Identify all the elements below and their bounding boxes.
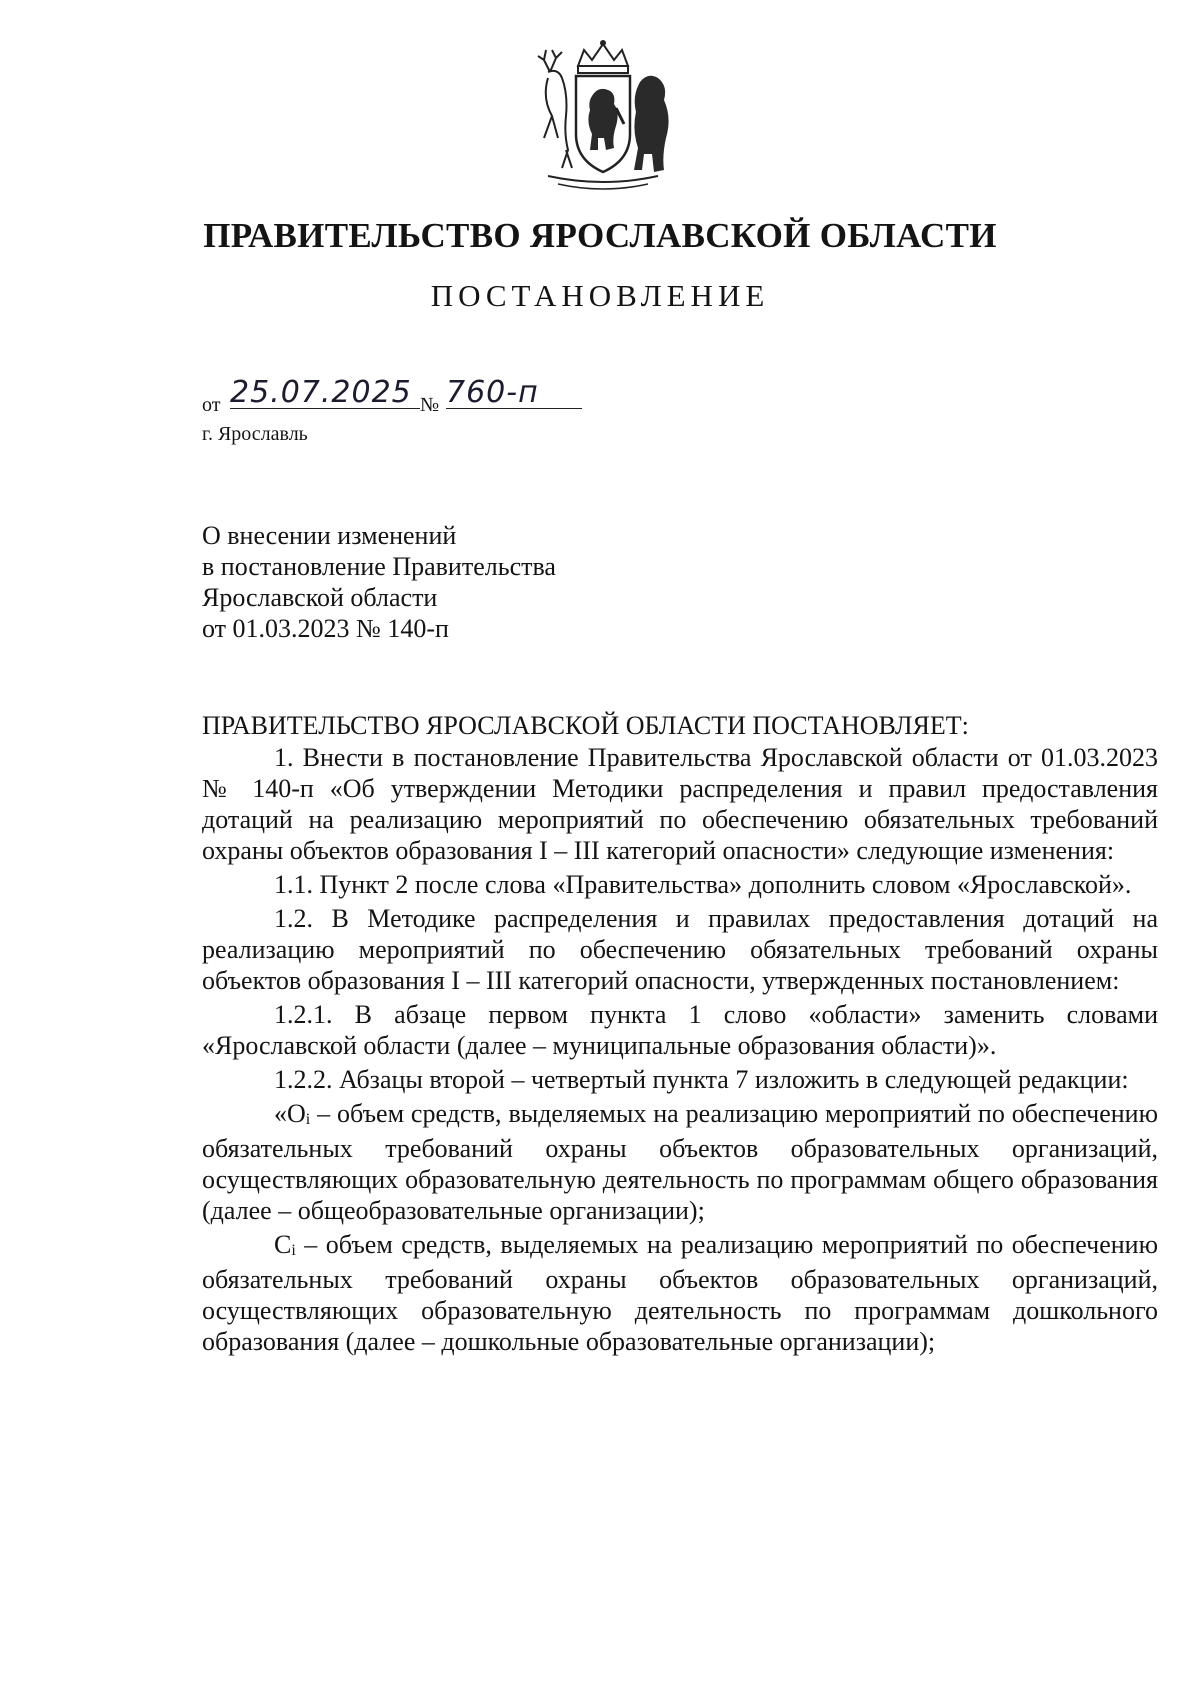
- subject-line: Ярославской области: [202, 583, 438, 612]
- city-line: г. Ярославль: [202, 423, 308, 445]
- paragraph-1-2: 1.2. В Методике распределения и правилах предоставления дотаций на реализацию мероприятий по обеспечению обязательных требований охраны объектов образования I – III категорий опасности, утвержденных постановлением:: [202, 904, 1158, 995]
- document-type-heading: ПОСТАНОВЛЕНИЕ: [430, 278, 770, 313]
- variable-c: С: [274, 1230, 292, 1259]
- number-prefix: №: [420, 394, 440, 416]
- coat-of-arms-emblem: [528, 38, 678, 196]
- paragraph-1-1: 1.1. Пункт 2 после слова «Правительства» дополнить словом «Ярославской».: [274, 870, 1132, 899]
- resolution-lead: ПРАВИТЕЛЬСТВО ЯРОСЛАВСКОЙ ОБЛАСТИ ПОСТАНОВЛЯЕТ:: [202, 711, 969, 740]
- subject-line: О внесении изменений: [202, 521, 457, 550]
- variable-o: «О: [274, 1099, 306, 1128]
- paragraph-1: 1. Внести в постановление Правительства Ярославской области от 01.03.2023 № 140-п «Об утверждении Методики распределения и правил предоставления дотаций на реализацию мероприятий по обеспечению обязательных требований охраны объектов образования I – III категорий опасности» следующие изменения:: [202, 743, 1158, 865]
- subject-line: от 01.03.2023 № 140-п: [202, 614, 449, 643]
- variable-c-subscript: i: [291, 1242, 296, 1259]
- date-prefix: от: [202, 394, 221, 416]
- variable-o-subscript: i: [305, 1111, 311, 1128]
- paragraph-1-2-2: 1.2.2. Абзацы второй – четвертый пункта 7 изложить в следующей редакции:: [274, 1065, 1129, 1094]
- government-title: ПРАВИТЕЛЬСТВО ЯРОСЛАВСКОЙ ОБЛАСТИ: [203, 216, 997, 255]
- formula-definition-o: [202, 1098, 1158, 1226]
- formula-definition-c: [202, 1229, 1158, 1357]
- document-body: [202, 710, 1158, 1360]
- paragraph-1-2-1: 1.2.1. В абзаце первом пункта 1 слово «области» заменить словами «Ярославской области (далее – муниципальные образования области)».: [202, 1000, 1158, 1060]
- handwritten-date: 25.07.2025: [230, 378, 420, 409]
- document-subject: [202, 520, 556, 644]
- definition-o-text: – объем средств, выделяемых на реализацию мероприятий по обеспечению обязательных требований охраны объектов образовательных организаций, осуществляющих образовательную деятельность по программам общего образования (далее – общеобразовательные организации);: [202, 1099, 1158, 1225]
- definition-c-text: – объем средств, выделяемых на реализацию мероприятий по обеспечению обязательных требований охраны объектов образовательных организаций, осуществляющих образовательную деятельность по программам дошкольного образования (далее – дошкольные образовательные организации);: [202, 1230, 1158, 1356]
- subject-line: в постановление Правительства: [202, 552, 556, 581]
- handwritten-number: 760-п: [446, 378, 582, 409]
- date-number-line: [202, 375, 722, 424]
